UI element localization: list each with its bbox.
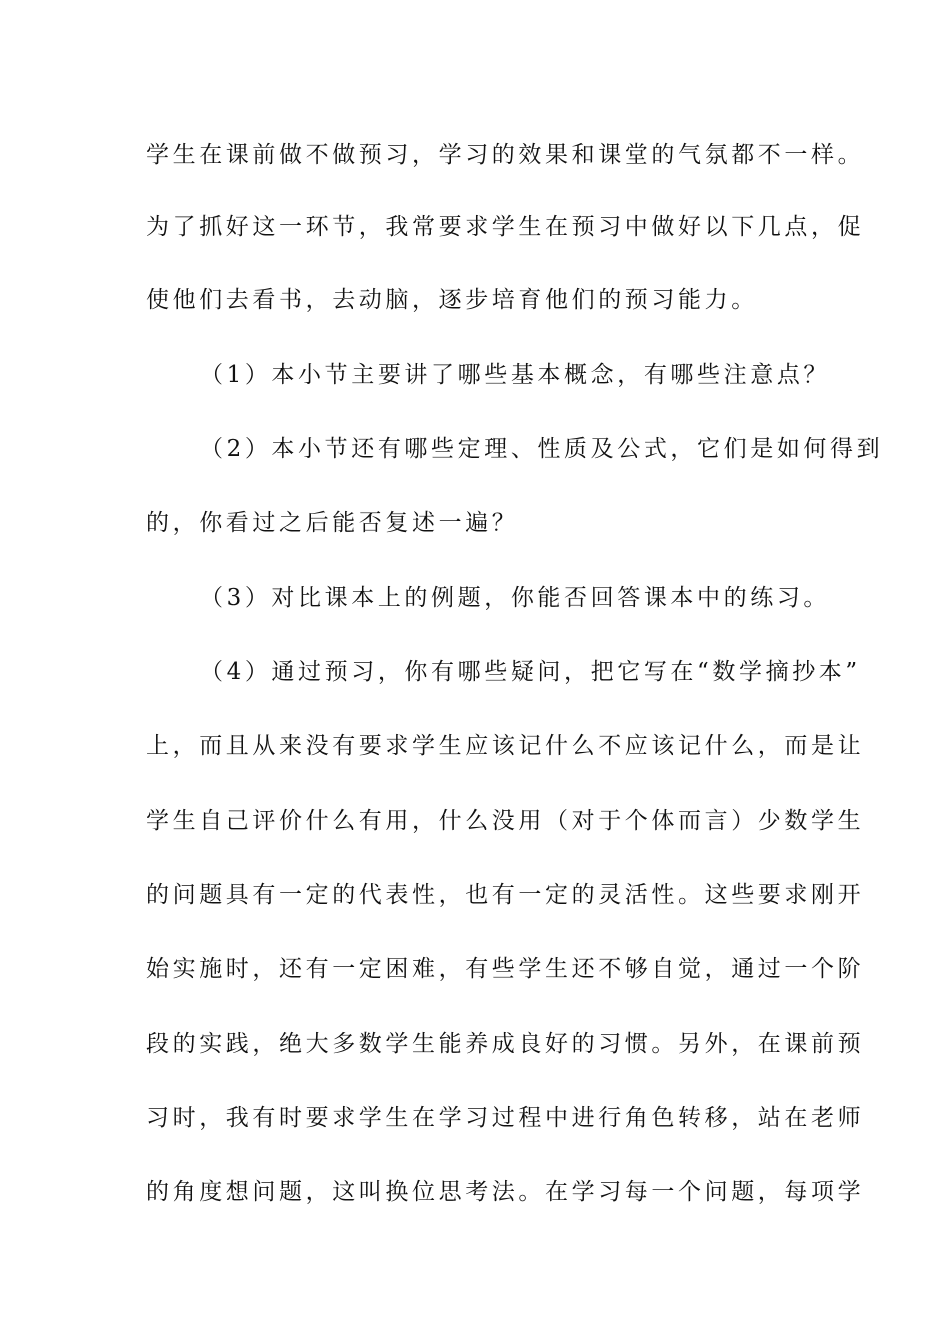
text-line: 习时，我有时要求学生在学习过程中进行角色转移，站在老师 [146, 1105, 865, 1131]
text-line: 段的实践，绝大多数学生能养成良好的习惯。另外，在课前预 [146, 1031, 865, 1057]
text-line: 上，而且从来没有要求学生应该记什么不应该记什么，而是让 [146, 733, 865, 759]
text-line: 为了抓好这一环节，我常要求学生在预习中做好以下几点，促 [146, 214, 865, 240]
text-line: 的问题具有一定的代表性，也有一定的灵活性。这些要求刚开 [146, 882, 865, 908]
list-item-4: （4）通过预习，你有哪些疑问，把它写在“数学摘抄本” [200, 659, 861, 685]
list-item-3: （3）对比课本上的例题，你能否回答课本中的练习。 [200, 585, 831, 611]
list-item-2: （2）本小节还有哪些定理、性质及公式，它们是如何得到 [200, 436, 884, 462]
text-line: 学生自己评价什么有用，什么没用（对于个体而言）少数学生 [146, 808, 865, 834]
text-line: 始实施时，还有一定困难，有些学生还不够自觉，通过一个阶 [146, 956, 865, 982]
text-line: 使他们去看书，去动脑，逐步培育他们的预习能力。 [146, 287, 758, 313]
text-line: 学生在课前做不做预习，学习的效果和课堂的气氛都不一样。 [146, 142, 865, 168]
text-line: 的，你看过之后能否复述一遍？ [146, 510, 519, 536]
text-line: 的角度想问题，这叫换位思考法。在学习每一个问题，每项学 [146, 1179, 865, 1205]
list-item-1: （1）本小节主要讲了哪些基本概念，有哪些注意点？ [200, 362, 831, 388]
